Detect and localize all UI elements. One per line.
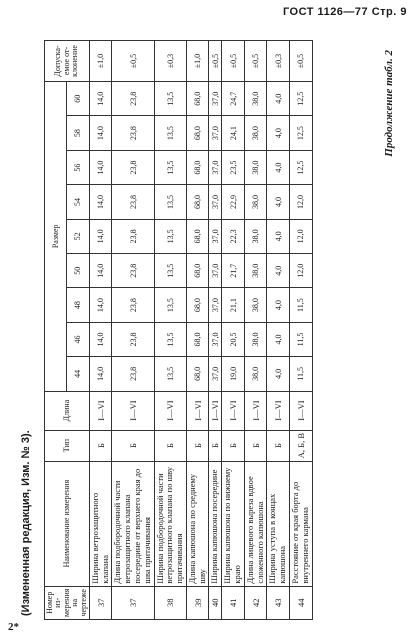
size-value: 13,5 — [154, 82, 186, 116]
size-value: 13,5 — [154, 254, 186, 288]
size-value: 4,0 — [267, 219, 290, 253]
size-value: 23,8 — [112, 322, 154, 356]
size-value: 12,0 — [289, 254, 312, 288]
col-size-group: Размер — [45, 82, 67, 392]
size-header: 54 — [67, 185, 89, 219]
size-value: 23,8 — [112, 116, 154, 150]
size-value: 37,0 — [209, 116, 222, 150]
size-value: 38,0 — [244, 357, 267, 391]
row-number: 40 — [209, 586, 222, 619]
size-value: 4,0 — [267, 254, 290, 288]
col-tolerance: Допуска-емое от-клонение — [45, 41, 90, 82]
row-tolerance: ±1,0 — [89, 41, 112, 82]
size-value: 13,5 — [154, 116, 186, 150]
row-length: I—VI — [112, 391, 154, 430]
size-value: 23,8 — [112, 288, 154, 322]
size-value: 38,0 — [244, 288, 267, 322]
row-type: Б — [154, 430, 186, 461]
size-value: 14,0 — [89, 150, 112, 184]
size-value: 14,0 — [89, 322, 112, 356]
continuation-label: Продолжение табл. 2 — [383, 50, 395, 157]
row-number: 43 — [267, 586, 290, 619]
row-tolerance: ±0,5 — [209, 41, 222, 82]
row-type: Б — [209, 430, 222, 461]
size-value: 22,9 — [222, 185, 245, 219]
size-value: 68,0 — [186, 288, 209, 322]
page-header — [0, 6, 419, 26]
size-value: 4,0 — [267, 150, 290, 184]
size-header: 50 — [67, 254, 89, 288]
size-header: 46 — [67, 322, 89, 356]
size-value: 23,8 — [112, 150, 154, 184]
size-header: 44 — [67, 357, 89, 391]
size-value: 19,0 — [222, 357, 245, 391]
size-value: 68,0 — [186, 219, 209, 253]
size-value: 12,5 — [289, 116, 312, 150]
size-value: 38,0 — [244, 254, 267, 288]
size-value: 14,0 — [89, 254, 112, 288]
measurement-name: Ширина капюшона посередине — [209, 461, 222, 586]
size-value: 14,0 — [89, 185, 112, 219]
size-value: 37,0 — [209, 219, 222, 253]
row-type: Б — [112, 430, 154, 461]
table-row — [209, 41, 222, 620]
row-number: 37 — [112, 586, 154, 619]
size-value: 23,8 — [112, 219, 154, 253]
size-value: 12,5 — [289, 150, 312, 184]
row-type: Б — [267, 430, 290, 461]
size-value: 38,0 — [244, 150, 267, 184]
row-type: А, Б, В — [289, 430, 312, 461]
measurement-name: Длина подбородочной части ветрозащитного клапана посередине от верхнего края до шва притачивания — [112, 461, 154, 586]
size-value: 12,5 — [289, 82, 312, 116]
table-row — [222, 41, 245, 620]
row-type: Б — [222, 430, 245, 461]
size-value: 11,5 — [289, 322, 312, 356]
row-type: Б — [89, 430, 112, 461]
row-number: 44 — [289, 586, 312, 619]
table-row — [89, 41, 112, 620]
size-value: 24,1 — [222, 116, 245, 150]
size-value: 23,8 — [112, 254, 154, 288]
row-number: 37 — [89, 586, 112, 619]
row-length: I—VI — [154, 391, 186, 430]
size-value: 12,0 — [289, 185, 312, 219]
size-value: 24,7 — [222, 82, 245, 116]
standard-page-label: ГОСТ 1126—77 Стр. 9 — [282, 6, 407, 18]
size-value: 23,5 — [222, 150, 245, 184]
revision-note: (Измененная редакция, Изм. № 3). — [20, 430, 32, 616]
row-number: 38 — [154, 586, 186, 619]
row-tolerance: ±1,0 — [186, 41, 209, 82]
size-value: 38,0 — [244, 322, 267, 356]
size-value: 38,0 — [244, 185, 267, 219]
size-value: 14,0 — [89, 357, 112, 391]
row-tolerance: ±0,3 — [267, 41, 290, 82]
col-name: Наименование измерения — [45, 461, 90, 586]
measurement-name: Расстояние от края борта до внутреннего кармана — [289, 461, 312, 586]
measurement-name: Ширина ветрозащитного клапана — [89, 461, 112, 586]
size-header: 56 — [67, 150, 89, 184]
size-value: 68,0 — [186, 254, 209, 288]
size-value: 68,0 — [186, 322, 209, 356]
size-value: 68,0 — [186, 185, 209, 219]
size-value: 37,0 — [209, 288, 222, 322]
size-value: 20,5 — [222, 322, 245, 356]
size-value: 38,0 — [244, 116, 267, 150]
size-value: 68,0 — [186, 150, 209, 184]
size-value: 38,0 — [244, 82, 267, 116]
row-type: Б — [186, 430, 209, 461]
size-value: 68,0 — [186, 82, 209, 116]
size-value: 4,0 — [267, 322, 290, 356]
size-value: 4,0 — [267, 116, 290, 150]
col-type: Тип — [45, 430, 90, 461]
row-tolerance: ±0,5 — [222, 41, 245, 82]
size-value: 14,0 — [89, 82, 112, 116]
size-value: 13,5 — [154, 185, 186, 219]
size-value: 37,0 — [209, 82, 222, 116]
row-tolerance: ±0,5 — [112, 41, 154, 82]
size-value: 23,8 — [112, 185, 154, 219]
size-value: 37,0 — [209, 150, 222, 184]
size-value: 11,5 — [289, 357, 312, 391]
page-mark: 2* — [8, 621, 19, 633]
size-value: 37,0 — [209, 322, 222, 356]
row-length: I—VI — [209, 391, 222, 430]
row-tolerance: ±0,5 — [289, 41, 312, 82]
size-value: 14,0 — [89, 116, 112, 150]
measurements-table — [44, 40, 313, 620]
col-length: Длина — [45, 391, 90, 430]
size-value: 4,0 — [267, 357, 290, 391]
size-value: 4,0 — [267, 288, 290, 322]
size-header: 60 — [67, 82, 89, 116]
size-value: 13,5 — [154, 219, 186, 253]
row-length: I—VI — [222, 391, 245, 430]
row-tolerance: ±0,3 — [154, 41, 186, 82]
table-row — [289, 41, 312, 620]
size-value: 23,8 — [112, 357, 154, 391]
rotated-table-area — [20, 40, 405, 620]
size-value: 23,8 — [112, 82, 154, 116]
row-length: I—VI — [289, 391, 312, 430]
measurement-name: Длина капюшона по среднему шву — [186, 461, 209, 586]
row-type: Б — [244, 430, 267, 461]
size-value: 13,5 — [154, 288, 186, 322]
row-length: I—VI — [267, 391, 290, 430]
row-length: I—VI — [89, 391, 112, 430]
size-value: 37,0 — [209, 185, 222, 219]
size-header: 48 — [67, 288, 89, 322]
size-value: 13,5 — [154, 150, 186, 184]
size-value: 12,0 — [289, 219, 312, 253]
size-value: 21,1 — [222, 288, 245, 322]
size-value: 22,3 — [222, 219, 245, 253]
measurement-name: Ширина подбородочной части ветрозащитного клапана по шву притачивания — [154, 461, 186, 586]
size-value: 4,0 — [267, 185, 290, 219]
size-value: 13,5 — [154, 322, 186, 356]
row-number: 39 — [186, 586, 209, 619]
row-number: 41 — [222, 586, 245, 619]
size-header: 58 — [67, 116, 89, 150]
size-value: 14,0 — [89, 288, 112, 322]
table-row — [186, 41, 209, 620]
size-value: 68,0 — [186, 357, 209, 391]
size-value: 37,0 — [209, 254, 222, 288]
table-row — [154, 41, 186, 620]
table-row — [267, 41, 290, 620]
measurement-name: Длина лицевого выреза вдвое сложенного капюшона — [244, 461, 267, 586]
table-row — [112, 41, 154, 620]
size-value: 68,0 — [186, 116, 209, 150]
size-value: 37,0 — [209, 357, 222, 391]
size-value: 11,5 — [289, 288, 312, 322]
row-length: I—VI — [186, 391, 209, 430]
row-number: 42 — [244, 586, 267, 619]
row-length: I—VI — [244, 391, 267, 430]
size-value: 13,5 — [154, 357, 186, 391]
size-value: 21,7 — [222, 254, 245, 288]
measurement-name: Ширина уступа в концах капюшона — [267, 461, 290, 586]
measurement-name: Ширина капюшона по нижнему краю — [222, 461, 245, 586]
table-row — [244, 41, 267, 620]
size-value: 4,0 — [267, 82, 290, 116]
col-num: Номер из-мерения на чертеже — [45, 586, 90, 619]
size-header: 52 — [67, 219, 89, 253]
row-tolerance: ±0,5 — [244, 41, 267, 82]
size-value: 14,0 — [89, 219, 112, 253]
size-value: 38,0 — [244, 219, 267, 253]
